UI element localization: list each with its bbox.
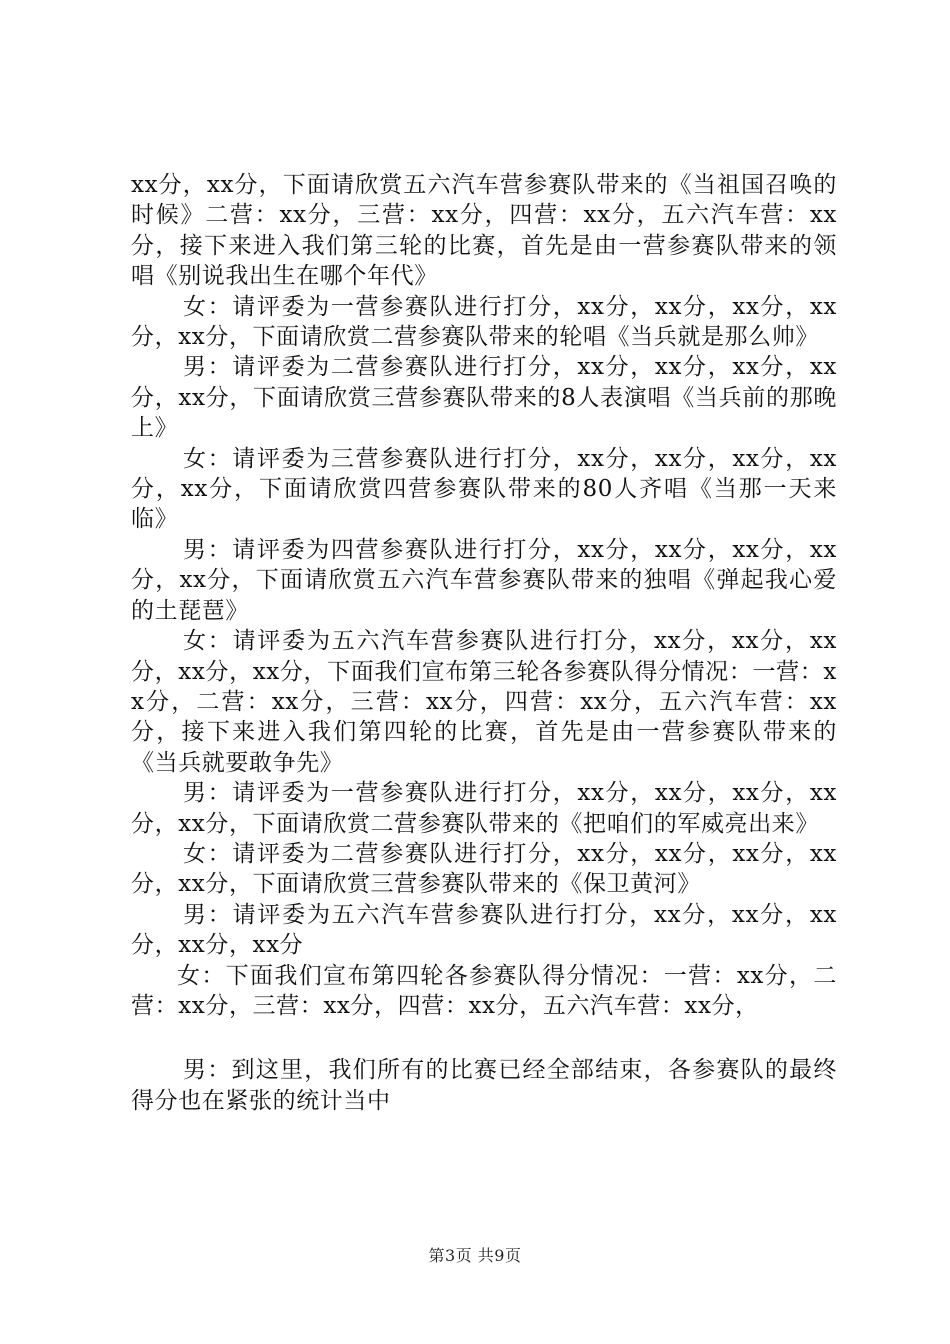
- paragraph: 女：请评委为一营参赛队进行打分，xx分，xx分，xx分，xx分，xx分，下面请欣赏二营参赛队带来的轮唱《当兵就是那么帅》: [131, 293, 837, 351]
- page-number-footer: 第3页 共9页: [428, 1246, 522, 1265]
- paragraph: 女：请评委为二营参赛队进行打分，xx分，xx分，xx分，xx分，xx分，下面请欣赏三营参赛队带来的《保卫黄河》: [131, 840, 837, 898]
- paragraph: xx分，xx分，下面请欣赏五六汽车营参赛队带来的《当祖国召唤的时候》二营：xx分，三营：xx分，四营：xx分，五六汽车营：xx分，接下来进入我们第三轮的比赛，首先是由一营参赛队带来的领唱《别说我出生在哪个年代》: [131, 172, 837, 290]
- paragraph: 女：请评委为三营参赛队进行打分，xx分，xx分，xx分，xx分，xx分，下面请欣赏四营参赛队带来的80人齐唱《当那一天来临》: [131, 445, 837, 533]
- paragraph: 男：请评委为四营参赛队进行打分，xx分，xx分，xx分，xx分，xx分，下面请欣赏五六汽车营参赛队带来的独唱《弹起我心爱的土琵琶》: [131, 536, 837, 624]
- paragraph: 男：请评委为二营参赛队进行打分，xx分，xx分，xx分，xx分，xx分，下面请欣赏三营参赛队带来的8人表演唱《当兵前的那晚上》: [131, 354, 837, 442]
- paragraph: 女：下面我们宣布第四轮各参赛队得分情况：一营：xx分，二营：xx分，三营：xx分，四营：xx分，五六汽车营：xx分，: [131, 962, 837, 1019]
- paragraph: 男：请评委为五六汽车营参赛队进行打分，xx分，xx分，xx分，xx分，xx分: [131, 901, 837, 959]
- paragraph: 男：请评委为一营参赛队进行打分，xx分，xx分，xx分，xx分，xx分，下面请欣赏二营参赛队带来的《把咱们的军威亮出来》: [131, 780, 837, 837]
- paragraph: 女：请评委为五六汽车营参赛队进行打分，xx分，xx分，xx分，xx分，xx分，下面我们宣布第三轮各参赛队得分情况：一营：xx分，二营：xx分，三营：xx分，四营：xx分，五六汽车营：xx分，接下来进入我们第四轮的比赛，首先是由一营参赛队带来的《当兵就要敢争先》: [131, 628, 837, 776]
- paragraph: 男：到这里，我们所有的比赛已经全部结束，各参赛队的最终得分也在紧张的统计当中: [131, 1057, 837, 1114]
- paragraph-gap: [131, 1021, 837, 1055]
- document-body: [131, 170, 837, 1116]
